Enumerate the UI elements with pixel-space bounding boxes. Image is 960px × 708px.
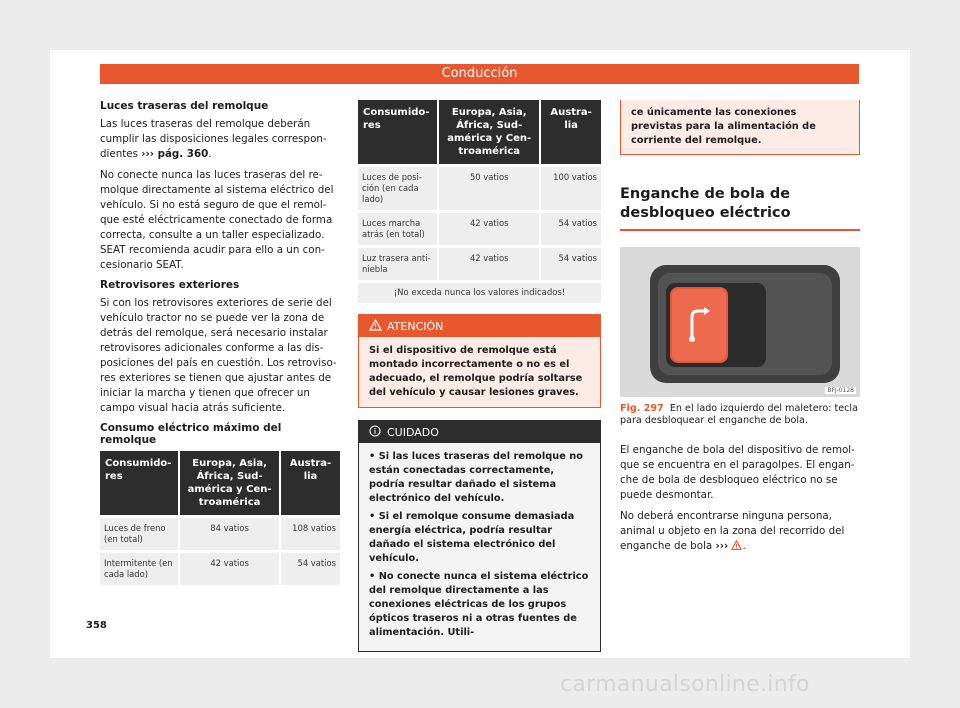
caution-box (358, 420, 601, 652)
figure-code: BFJ-0128 (827, 387, 854, 394)
page-reference-link[interactable]: ››› pág. 360 (141, 148, 209, 160)
table-cell: Intermitente (en cada lado) (100, 552, 179, 586)
warning-triangle-icon (731, 540, 742, 550)
column-header: Australia (280, 451, 340, 517)
chapter-header: Conducción (100, 64, 859, 84)
paragraph-connection: No conecte nunca las luces traseras del remolque directamente al sistema eléctrico del vehículo. Si no está seguro de que el remolque esté eléctricamente conectado de forma correcta, consulte a un taller especializado. SEAT recomienda acudir para ello a un concesionario SEAT. (100, 169, 334, 271)
paragraph-text: . (742, 540, 746, 552)
table-cell: Luces marcha atrás (en total) (358, 212, 438, 247)
caution-body (359, 443, 600, 651)
caption-text: En el lado izquierdo del maletero: tecla para desbloquear el enganche de bola. (620, 403, 858, 426)
tow-hook-button-icon (620, 247, 860, 397)
table-cell: 42 vatios (179, 552, 280, 586)
table-row (358, 166, 601, 212)
table-cell: 100 vatios (540, 166, 601, 212)
table-cell: 54 vatios (540, 212, 601, 247)
table-cell: 84 vatios (179, 517, 280, 552)
table-cell: 108 vatios (280, 517, 340, 552)
caution-header (359, 421, 600, 443)
heading-mirrors: Retrovisores exteriores (100, 279, 240, 291)
column-middle (358, 100, 601, 652)
table-cell: 42 vatios (438, 212, 540, 247)
table-cell: Luz trasera antiniebla (358, 247, 438, 281)
table-row (100, 552, 340, 586)
reference-link[interactable]: ››› (715, 540, 729, 552)
figure-tow-hook-button (620, 247, 860, 397)
paragraph-legal (100, 117, 340, 162)
warning-header (359, 315, 600, 337)
heading-trailer-lights: Luces traseras del remolque (100, 100, 269, 112)
caution-title: CUIDADO (387, 426, 439, 439)
caution-item-text: Si las luces traseras del remolque no están conectadas correctamente, podría resultar dañado el sistema electrónico del vehículo. (369, 451, 583, 504)
consumption-table-2 (358, 100, 601, 280)
warning-text: Si el dispositivo de remolque está montado incorrectamente o no es el adecuado, el remolque podría soltarse del vehículo y causar lesiones graves. (359, 337, 600, 407)
table-cell: 42 vatios (438, 247, 540, 281)
heading-consumption: Consumo eléctrico máximo del remolque (100, 422, 282, 446)
table-row (358, 247, 601, 281)
caution-item-text: No conecte nunca el sistema eléctrico del remolque directamente a las conexiones eléctricas de los grupos ópticos traseros ni a otras fuentes de alimentación. Utili- (369, 571, 589, 638)
column-right (620, 100, 860, 560)
table-cell: Luces de posición (en cada lado) (358, 166, 438, 212)
paragraph-text: . (208, 148, 212, 160)
column-header: Consumidores (100, 451, 179, 517)
column-header: Europa, Asia, África, Sudamérica y Centroamérica (438, 100, 540, 166)
paragraph-clearance (620, 509, 860, 554)
table-note: ¡No exceda nunca los valores indicados! (358, 283, 601, 303)
column-header: Consumidores (358, 100, 438, 166)
watermark: carmanualsonline.info (560, 672, 810, 697)
column-left (100, 100, 340, 585)
warning-box (358, 314, 601, 408)
paragraph-mirrors: Si con los retrovisores exteriores de serie del vehículo tractor no se puede ver la zona de detrás del remolque, será necesario instalar retrovisores adicionales conforme a las disposiciones del país en cuestión. Los retrovisores exteriores se tienen que ajustar antes de iniciar la marcha y tienen que ofrecer un campo visual hacia atrás suficiente. (100, 297, 337, 414)
page-number: 358 (86, 620, 107, 631)
figure-label: Fig. 297 (620, 403, 664, 414)
table-cell: Luces de freno (en total) (100, 517, 179, 552)
table-row (100, 517, 340, 552)
consumption-table-1 (100, 451, 340, 585)
table-row (358, 212, 601, 247)
caution-item: • Si las luces traseras del remolque no están conectadas correctamente, podría resultar dañado el sistema electrónico del vehículo. (369, 451, 583, 504)
table-cell: 54 vatios (280, 552, 340, 586)
caution-continuation: ce únicamente las conexiones previstas para la alimentación de corriente del remolque. (620, 100, 860, 155)
caution-item-text: Si el remolque consume demasiada energía eléctrica, podría resultar dañado el sistema electrónico del vehículo. (369, 511, 575, 564)
table-cell: 50 vatios (438, 166, 540, 212)
warning-triangle-icon (369, 319, 382, 331)
column-header: Australia (540, 100, 601, 166)
paragraph-text: Las luces traseras del remolque deberán cumplir las disposiciones legales correspondientes (100, 118, 327, 160)
warning-title: ATENCIÓN (387, 320, 444, 333)
section-title: Enganche de bola de desbloqueo eléctrico (620, 185, 860, 231)
table-cell: 54 vatios (540, 247, 601, 281)
paragraph-location: El enganche de bola del dispositivo de remolque se encuentra en el paragolpes. El enganche de bola de desbloqueo eléctrico no se puede desmontar. (620, 444, 855, 501)
figure-caption (620, 403, 860, 427)
paragraph-text: No deberá encontrarse ninguna persona, animal u objeto en la zona del recorrido del enganche de bola (620, 510, 845, 552)
info-circle-icon (369, 425, 381, 437)
caution-item: • No conecte nunca el sistema eléctrico del remolque directamente a las conexiones eléctricas de los grupos ópticos traseros ni a otras fuentes de alimentación. Utili- (369, 571, 589, 638)
caution-item: • Si el remolque consume demasiada energía eléctrica, podría resultar dañado el sistema electrónico del vehículo. (369, 511, 575, 564)
column-header: Europa, Asia, África, Sudamérica y Centroamérica (179, 451, 280, 517)
